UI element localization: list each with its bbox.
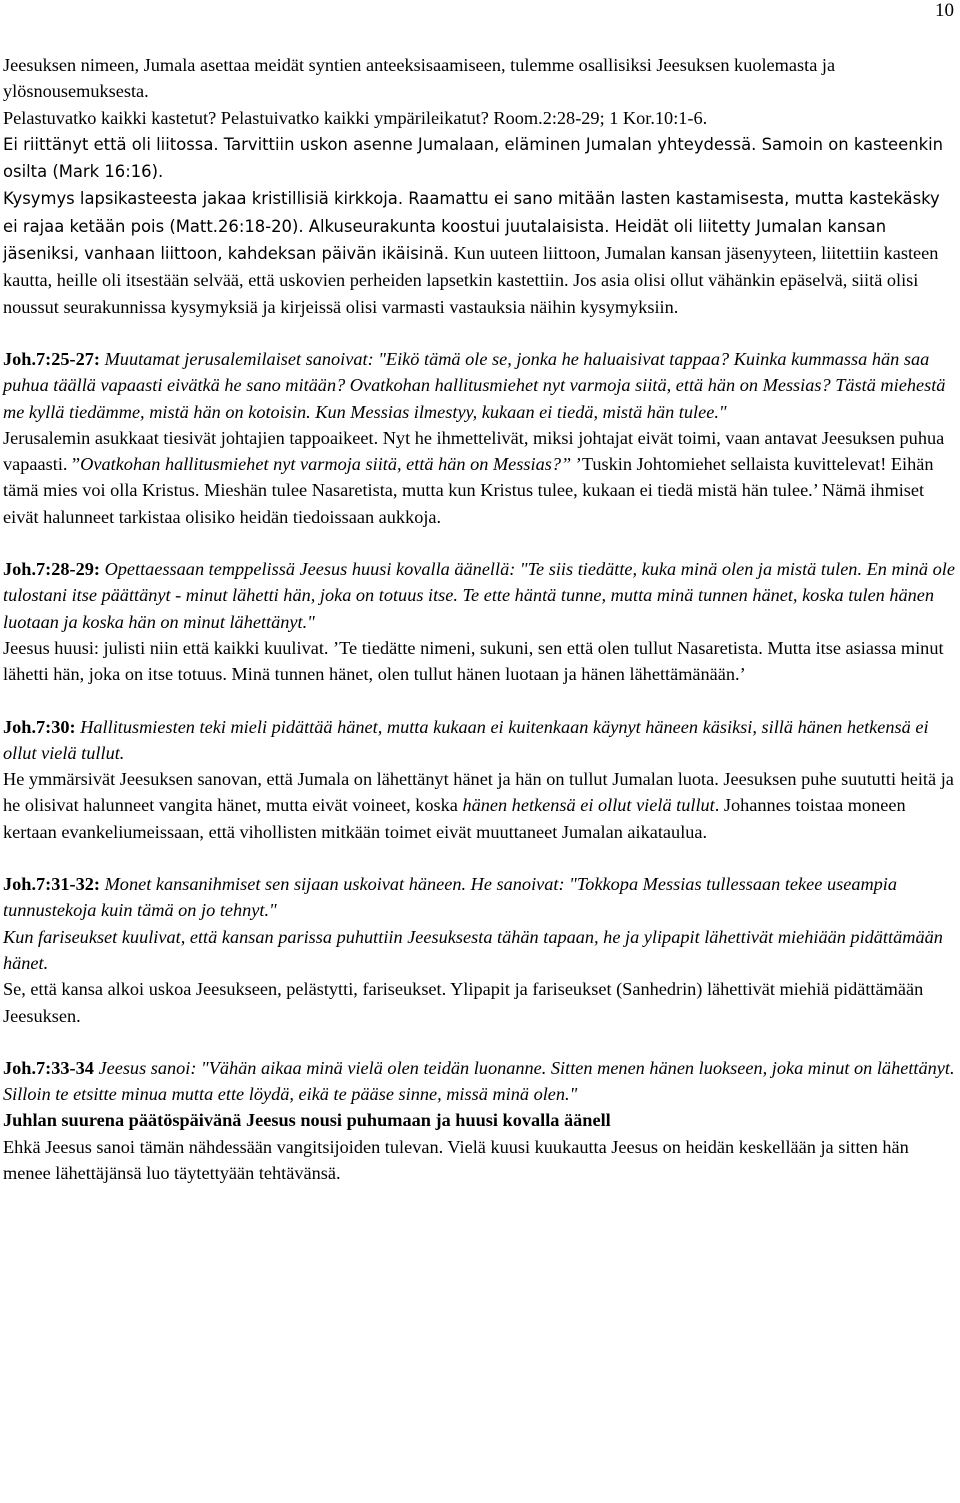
verse-joh-7-31-32 [3, 871, 955, 924]
section-heading: Juhlan suurena päätöspäivänä Jeesus nousi puhumaan ja huusi kovalla äänell [3, 1110, 611, 1131]
verse-text: Jeesus sanoi: "Vähän aikaa minä vielä olen teidän luonanne. Sitten menen hänen luokseen, joka minut on lähettänyt. [93, 1057, 955, 1078]
intro-paragraph-3 [3, 131, 955, 186]
commentary-joh-7-33-34: Ehkä Jeesus sanoi tämän nähdessään vangitsijoiden tulevan. Vielä kuusi kuukautta Jeesus on heidän keskellään ja sitten hän menee lähettäjänsä luo täytettyään tehtävänsä. [3, 1136, 909, 1183]
verse-reference: Joh.7:33-34 [3, 1057, 94, 1078]
intro-paragraph-4 [3, 185, 955, 319]
commentary-joh-7-28-29: Jeesus huusi: julisti niin että kaikki kuulivat. ’Te tiedätte nimeni, sukuni, sen että olen tullut Nasaretista. Mutta itse asiassa minut lähetti hän, joka on itse totuus. Minä tunnen hänet, olen tullut hänen luotaan ja hänen lähettämänään.’ [3, 637, 944, 685]
verse-joh-7-34: Silloin te etsitte minua mutta ette löydä, eikä te pääse sinne, missä minä olen." [3, 1084, 578, 1105]
page-content [3, 52, 955, 1186]
commentary-text: He ymmärsivät Jeesuksen sanovan, että Jumala on lähettänyt hänet ja hän on tullut Jumalan luota. Jeesuksen puhe suututti heitä ja he olisivat halunneet vangita hänet, mutta eivät voineet, koska [3, 769, 954, 816]
verse-text: Monet kansanihmiset sen sijaan uskoivat häneen. He sanoivat: "Tokkopa Messias tullessaan tekee useampia tunnustekoja kuin tämä on jo tehnyt." [3, 874, 898, 921]
commentary-quote: hänen hetkensä ei ollut vielä tullut [462, 795, 715, 816]
verse-text: Opettaessaan temppelissä Jeesus huusi kovalla äänellä: "Te siis tiedätte, kuka minä olen ja mistä tulen. En minä ole tulostani itse päättänyt - minut lähetti hän, joka on totuus itse. Te ette häntä tunne, mutta minä tunnen hänet, koska tulen hänen luotaan ja koska hän on minut lähettänyt." [3, 559, 955, 632]
verse-joh-7-30 [3, 714, 955, 767]
verse-joh-7-32: Kun fariseukset kuulivat, että kansan parissa puhuttiin Jeesuksesta tähän tapaan, he ja ylipapit lähettivät miehiään pidättämään hänet. [3, 926, 943, 973]
verse-joh-7-28-29 [3, 556, 955, 635]
commentary-text: . Johannes toistaa moneen kertaan evankeliumeissaan, että vihollisten mitkään toimet eivät muuttaneet Jumalan aikataulua. [3, 795, 906, 842]
commentary-quote: Ovatkohan hallitusmiehet nyt varmoja siitä, että hän on Messias?” [80, 454, 572, 475]
intro-paragraph-2: Pelastuvatko kaikki kastetut? Pelastuivatko kaikki ympärileikatut? Room.2:28-29; 1 Kor.10:1-6. [3, 107, 708, 128]
page-number: 10 [935, 0, 954, 21]
commentary-joh-7-25-27 [3, 425, 955, 530]
verse-joh-7-25-27 [3, 346, 955, 425]
intro-serif-tail: Kun uuteen liittoon, Jumalan kansan jäsenyyteen, liitettiin kasteen kautta, heille oli itsestään selvää, että uskovien perheiden lapsetkin kastettiin. Jos asia olisi ollut vähänkin epäselvä, siitä olisi noussut seurakunnissa kysymyksiä ja kirjeissä olisi varmasti vastauksia näihin kysymyksiin. [3, 243, 939, 317]
verse-reference: Joh.7:30: [3, 716, 76, 737]
verse-reference: Joh.7:25-27: [3, 348, 100, 369]
verse-text: Muutamat jerusalemilaiset sanoivat: "Eikö tämä ole se, jonka he haluaisivat tappaa? Kuinka kummassa hän saa puhua täällä vapaasti eivätkä he sano mitään? Ovatkohan hallitusmiehet nyt varmoja siitä, että hän on Messias? Tästä miehestä me kyllä tiedämme, mistä hän on kotoisin. Kun Messias ilmestyy, kukaan ei tiedä, mistä hän tulee." [3, 348, 946, 422]
commentary-joh-7-30 [3, 766, 955, 845]
commentary-joh-7-31-32: Se, että kansa alkoi uskoa Jeesukseen, pelästytti, fariseukset. Ylipapit ja fariseukset (Sanhedrin) lähettivät miehiä pidättämään Jeesuksen. [3, 979, 924, 1026]
intro-sans-text-b: Kysymys lapsikasteesta jakaa kristillisiä kirkkoja. Raamattu ei sano mitään lasten kastamisesta, mutta kastekäsky ei rajaa ketään pois (Matt.26:18-20). Alkuseurakunta koostui juutalaisista. Heidät oli liitetty Jumalan kansan jäseniksi, vanhaan liittoon, kahdeksan päivän ikäisinä. [3, 189, 940, 264]
verse-reference: Joh.7:31-32: [3, 874, 100, 895]
verse-text: Hallitusmiesten teki mieli pidättää hänet, mutta kukaan ei kuitenkaan käynyt häneen käsiksi, sillä hänen hetkensä ei ollut vielä tullut. [3, 716, 929, 763]
commentary-text: ’Tuskin Johtomiehet sellaista kuvittelevat! Eihän tämä mies voi olla Kristus. Mieshän tulee Nasaretista, mutta kun Kristus tulee, kukaan ei tiedä mistä hän tulee.’ Nämä ihmiset eivät halunneet tarkistaa olisiko heidän tiedoissaan aukkoja. [3, 454, 934, 527]
verse-joh-7-33-34 [3, 1055, 955, 1081]
intro-sans-text-a: Ei riittänyt että oli liitossa. Tarvittiin uskon asenne Jumalaan, eläminen Jumalan yhteydessä. Samoin on kasteenkin osilta (Mark 16:16). [3, 134, 944, 182]
intro-paragraph-1: Jeesuksen nimeen, Jumala asettaa meidät syntien anteeksisaamiseen, tulemme osallisiksi Jeesuksen kuolemasta ja ylösnousemuksesta. [3, 55, 836, 102]
verse-reference: Joh.7:28-29: [3, 559, 100, 580]
commentary-text: Jerusalemin asukkaat tiesivät johtajien tappoaikeet. Nyt he ihmettelivät, miksi johtajat eivät toimi, vaan antavat Jeesuksen puhua vapaasti. ” [3, 427, 945, 475]
